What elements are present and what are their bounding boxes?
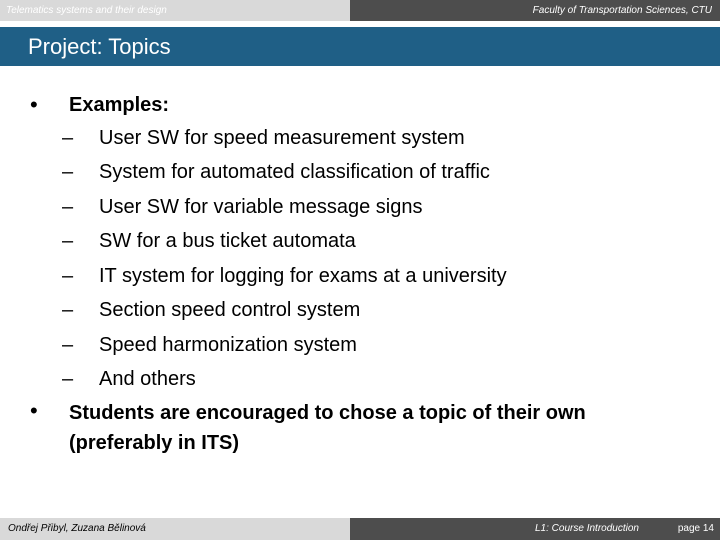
dash-icon: –: [62, 368, 74, 390]
header-faculty: Faculty of Transportation Sciences, CTU: [350, 0, 720, 21]
list-item-text: System for automated classification of traffic: [99, 161, 490, 183]
dash-icon: –: [62, 299, 74, 321]
dash-icon: –: [62, 230, 74, 252]
footer-authors: Ondřej Přibyl, Zuzana Bělinová: [0, 518, 350, 540]
page-number: page 14: [677, 523, 714, 534]
dash-icon: –: [62, 196, 74, 218]
dash-icon: –: [62, 334, 74, 356]
list-item-text: Speed harmonization system: [99, 334, 357, 356]
list-item-text: SW for a bus ticket automata: [99, 230, 356, 252]
bullet-students-line2: (preferably in ITS): [69, 432, 240, 454]
title-bar: [0, 27, 720, 66]
bullet-icon: •: [30, 92, 38, 117]
list-item-text: Section speed control system: [99, 299, 361, 321]
dash-icon: –: [62, 127, 74, 149]
header-bar: [0, 0, 720, 21]
list-item-text: IT system for logging for exams at a university: [99, 265, 507, 287]
list-item-text: And others: [99, 368, 196, 390]
footer-bar: [0, 518, 720, 540]
footer-course: L1: Course Introduction: [535, 523, 639, 534]
dash-icon: –: [62, 161, 74, 183]
bullet-students-line1: Students are encouraged to chose a topic of their own: [69, 402, 586, 424]
header-course-title: Telematics systems and their design: [0, 0, 350, 21]
list-item-text: User SW for speed measurement system: [99, 127, 465, 149]
slide-title: Project: Topics: [28, 34, 171, 59]
bullet-icon: •: [30, 398, 38, 423]
footer-right: [350, 518, 720, 540]
bullet-examples: Examples:: [69, 94, 170, 116]
list-item-text: User SW for variable message signs: [99, 196, 423, 218]
dash-icon: –: [62, 265, 74, 287]
